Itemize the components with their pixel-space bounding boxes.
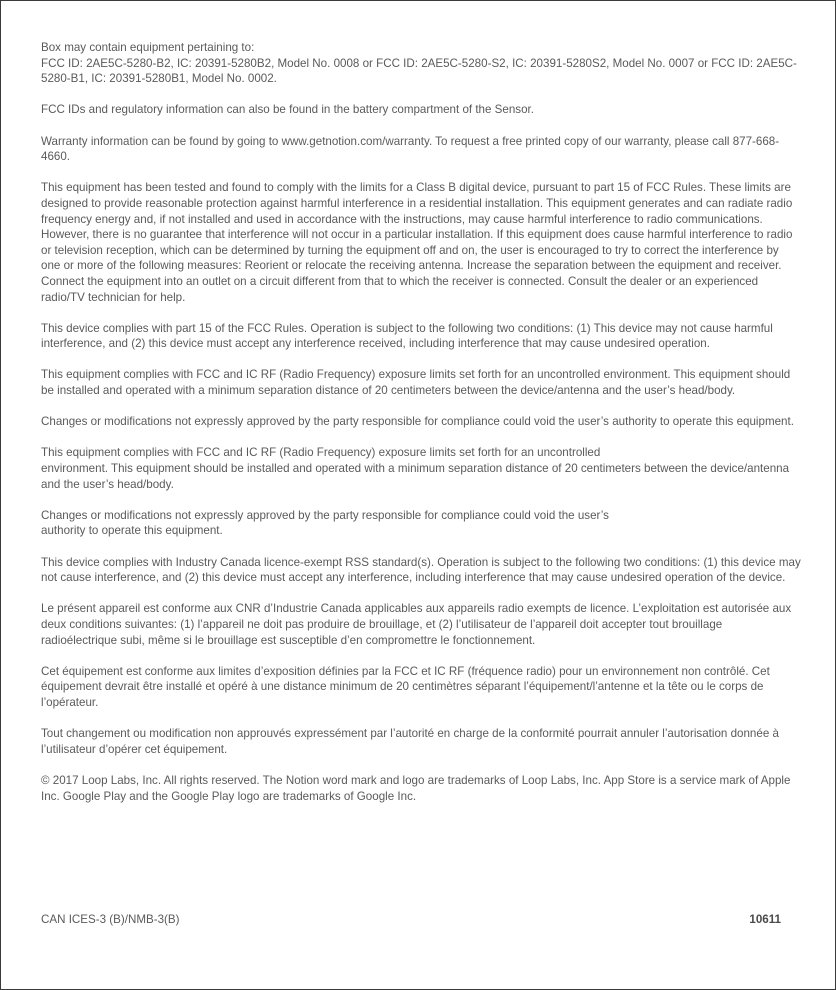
paragraph-rf-exposure-repeat: This equipment complies with FCC and IC RF (Radio Frequency) exposure limits set forth for an uncontrolled environment. This equipment should be installed and operated with a minimum separation distance of 20 centimeters between the device/antenna and the user’s head/body. (41, 446, 790, 491)
paragraph-fcc-part15: This device complies with part 15 of the FCC Rules. Operation is subject to the following two conditions: (1) This device may not cause harmful interference, and (2) this device must accept any interference received, including interference that may cause undesired operation. (41, 321, 773, 351)
paragraph-warranty: Warranty information can be found by going to www.getnotion.com/warranty. To request a free printed copy of our warranty, please call 877-668-4660. (41, 134, 780, 164)
paragraph-rf-exposure-fr: Cet équipement est conforme aux limites d’exposition définies par la FCC et IC RF (fréquence radio) pour un environnement non contrôlé. Cet équipement devrait être installé et opéré à une distance minimum de 20 centimètres séparant l’équipement/l’antenne et la tête ou le corps de l’opérateur. (41, 664, 770, 709)
paragraph-rf-exposure: This equipment complies with FCC and IC RF (Radio Frequency) exposure limits set forth for an uncontrolled environment. This equipment should be installed and operated with a minimum separation distance of 20 centimeters between the device/antenna and the user’s head/body. (41, 368, 791, 398)
paragraph-industry-canada: This device complies with Industry Canada licence-exempt RSS standard(s). Operation is subject to the following two conditions: (1) this device may not cause interference, and (2) this device must accept any interference, including interference that may cause undesired operation of the device. (41, 555, 801, 585)
paragraph-battery-compartment: FCC IDs and regulatory information can also be found in the battery compartment of the Sensor. (41, 103, 534, 117)
paragraph-industry-canada-fr: Le présent appareil est conforme aux CNR d’Industrie Canada applicables aux appareils radio exempts de licence. L’exploitation est autorisée aux deux conditions suivantes: (1) l’appareil ne doit pas produire de brouillage, et (2) l’utilisateur de l’appareil doit accepter tout brouillage radioélectrique subi, même si le brouillage est susceptible d’en compromettre le fonctionnement. (41, 602, 792, 647)
paragraph-fcc-class-b: This equipment has been tested and found to comply with the limits for a Class B digital device, pursuant to part 15 of FCC Rules. These limits are designed to provide reasonable protection against harmful interference in a residential installation. This equipment generates and can radiate radio frequency energy and, if not installed and used in accordance with the instructions, may cause harmful interference to radio communications. However, there is no guarantee that interference will not occur in a particular installation. If this equipment does cause harmful interference to radio or television reception, which can be determined by turning the equipment off and on, the user is encouraged to try to correct the interference by one or more of the following measures: Reorient or relocate the receiving antenna. Increase the separation between the equipment and receiver. Connect the equipment into an outlet on a circuit different from that to which the receiver is connected. Consult the dealer or an experienced radio/TV technician for help. (41, 181, 793, 304)
document-code: 10611 (749, 913, 781, 926)
paragraph-changes-warning-repeat: Changes or modifications not expressly approved by the party responsible for compliance could void the user’s authority to operate this equipment. (41, 508, 609, 538)
paragraph-copyright: © 2017 Loop Labs, Inc. All rights reserved. The Notion word mark and logo are trademarks of Loop Labs, Inc. App Store is a service mark of Apple Inc. Google Play and the Google Play logo are trademarks of Google Inc. (41, 773, 791, 803)
paragraph-equipment-ids: Box may contain equipment pertaining to: FCC ID: 2AE5C-5280-B2, IC: 20391-5280B2, Model No. 0008 or FCC ID: 2AE5C-5280-S2, IC: 20391-5280S2, Model No. 0007 or FCC ID: 2AE5C-5280-B1, IC: 20391-5280B1, Model No. 0002. (41, 41, 797, 86)
regulatory-text (41, 40, 801, 820)
paragraph-changes-warning-fr: Tout changement ou modification non approuvés expressément par l’autorité en charge de la conformité pourrait annuler l’autorisation donnée à l’utilisateur d’opérer cet équipement. (41, 727, 779, 756)
footer (41, 913, 781, 926)
compliance-label: CAN ICES-3 (B)/NMB-3(B) (41, 913, 180, 926)
paragraph-changes-warning: Changes or modifications not expressly approved by the party responsible for compliance could void the user’s authority to operate this equipment. (41, 415, 794, 429)
